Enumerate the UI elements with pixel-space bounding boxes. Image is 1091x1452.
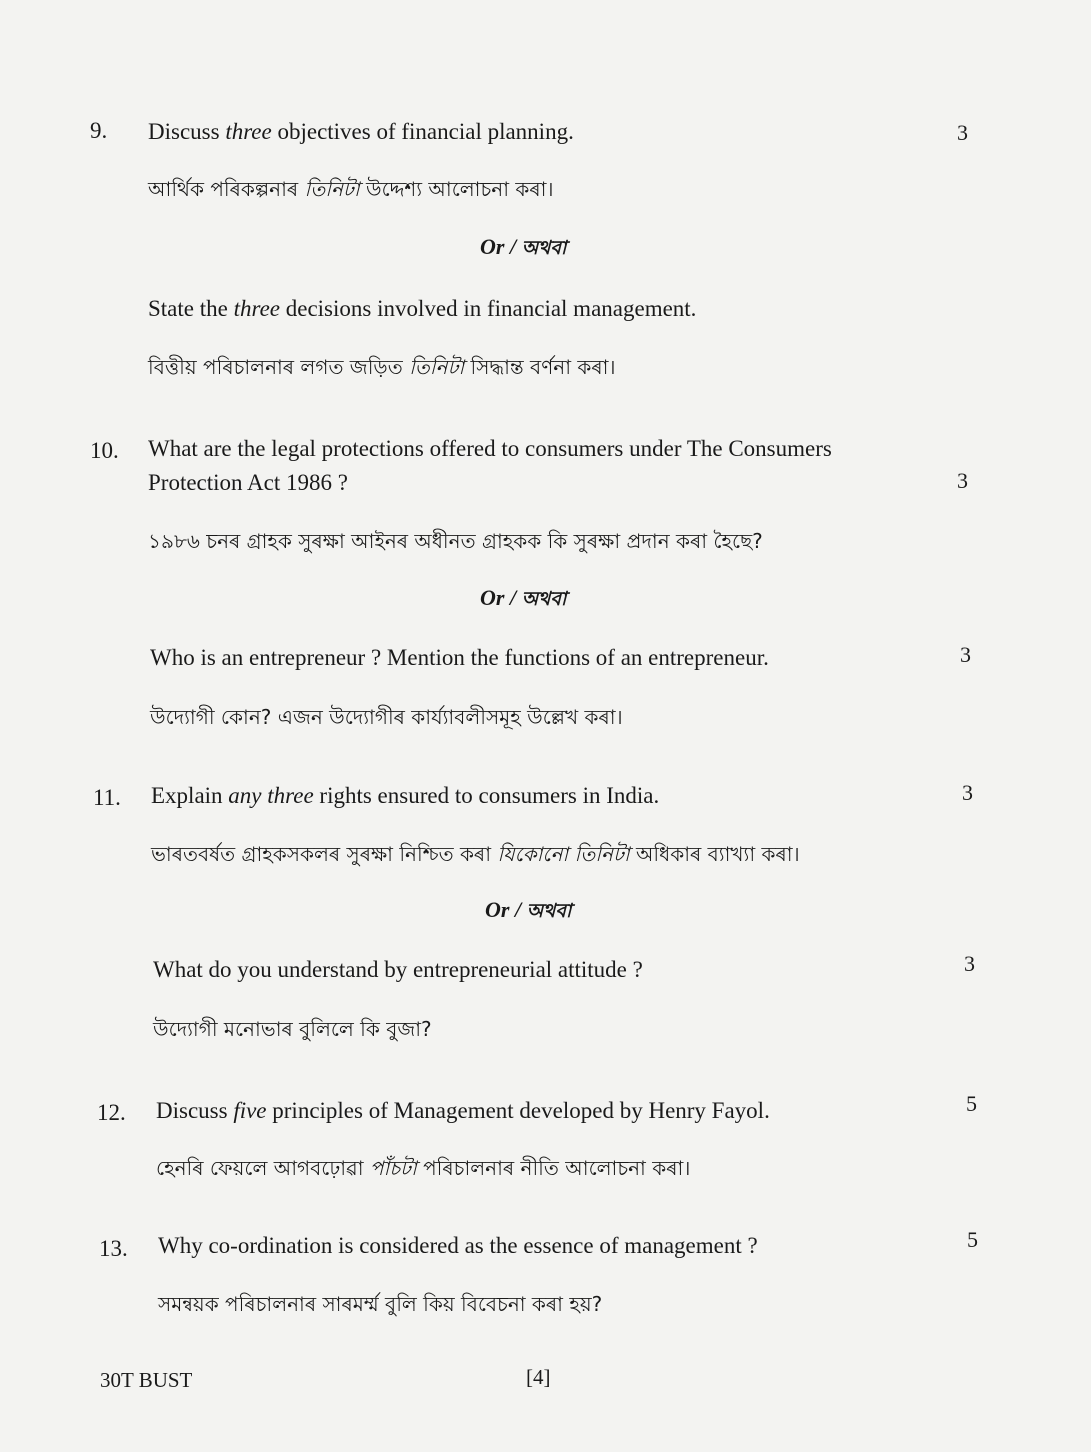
question-text-en: Discuss five principles of Management developed by Henry Fayol. [156,1098,770,1123]
question-number: 9. [90,118,108,143]
question-number: 11. [93,785,121,810]
question-text-en: Explain any three rights ensured to consumers in India. [151,783,660,808]
or-separator: Or / অথবা [480,234,567,259]
marks: 3 [960,642,971,667]
question-text-en: What do you understand by entrepreneurial attitude ? [153,957,643,982]
marks: 5 [967,1227,978,1252]
question-number: 12. [97,1100,126,1125]
marks: 3 [957,120,968,145]
question-text-en: Discuss three objectives of financial planning. [148,119,574,144]
question-text-en: Why co-ordination is considered as the essence of management ? [158,1233,758,1258]
question-text-en-line1: What are the legal protections offered to consumers under The Consumers [148,436,832,461]
question-text-bn: আৰ্থিক পৰিকল্পনাৰ তিনিটা উদ্দেশ্য আলোচনা কৰা। [148,177,554,201]
marks: 3 [957,468,968,493]
question-number: 13. [99,1236,128,1261]
or-separator: Or / অথবা [485,897,572,922]
marks: 3 [962,780,973,805]
question-text-bn: বিত্তীয় পৰিচালনাৰ লগত জড়িত তিনিটা সিদ্ধান্ত বৰ্ণনা কৰা। [148,355,616,379]
question-number: 10. [90,438,119,463]
paper-code: 30T BUST [100,1368,193,1392]
question-text-bn: ১৯৮৬ চনৰ গ্ৰাহক সুৰক্ষা আইনৰ অধীনত গ্ৰাহকক কি সুৰক্ষা প্ৰদান কৰা হৈছে? [148,529,763,553]
page-number: [4] [526,1365,551,1389]
marks: 5 [966,1091,977,1116]
or-separator: Or / অথবা [480,585,567,610]
marks: 3 [964,951,975,976]
question-text-bn: উদ্যোগী মনোভাৰ বুলিলে কি বুজা? [153,1017,432,1041]
question-text-bn: ভাৰতবৰ্ষত গ্ৰাহকসকলৰ সুৰক্ষা নিশ্চিত কৰা যিকোনো তিনিটা অধিকাৰ ব্যাখ্যা কৰা। [151,842,800,866]
question-text-bn: উদ্যোগী কোন? এজন উদ্যোগীৰ কাৰ্য্যাবলীসমূহ উল্লেখ কৰা। [150,705,623,729]
question-text-en-line2: Protection Act 1986 ? [148,470,348,495]
question-text-bn: সমন্বয়ক পৰিচালনাৰ সাৰমৰ্ম্ম বুলি কিয় বিবেচনা কৰা হয়? [158,1292,603,1316]
question-text-bn: হেনৰি ফেয়লে আগবঢ়োৱা পাঁচটা পৰিচালনাৰ নীতি আলোচনা কৰা। [156,1156,691,1180]
question-text-en: State the three decisions involved in financial management. [148,296,697,321]
question-text-en: Who is an entrepreneur ? Mention the functions of an entrepreneur. [150,645,769,670]
